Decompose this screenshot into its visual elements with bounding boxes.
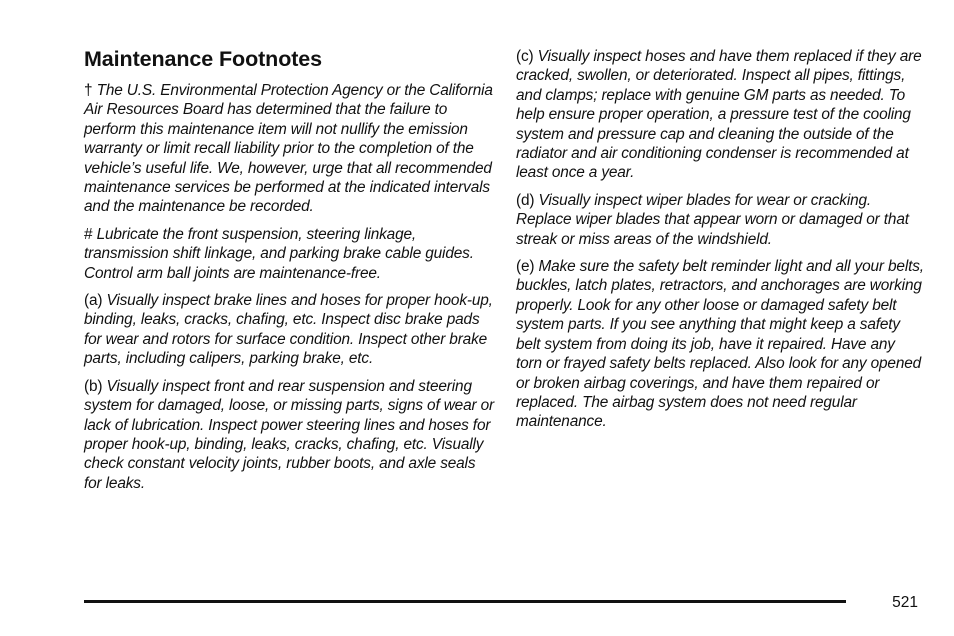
footnote-dagger bbox=[84, 81, 494, 217]
page-number: 521 bbox=[892, 594, 918, 611]
footnote-hash bbox=[84, 225, 494, 283]
footnote-marker: # bbox=[84, 225, 93, 243]
right-column bbox=[516, 47, 924, 440]
footnote-text: Make sure the safety belt reminder light and all your belts, buckles, latch plates, retractors, and anchorages are working properly. Look for any other loose or damaged safety belt system parts. If you see anything that might keep a safety belt system from doing its job, have it repaired. Have any torn or frayed safety belts replaced. Also look for any opened or broken airbag coverings, and have them repaired or replaced. The airbag system does not need regular maintenance. bbox=[516, 258, 924, 431]
footer-rule bbox=[84, 600, 846, 603]
left-column bbox=[84, 46, 494, 501]
footnote-marker: (c) bbox=[516, 48, 534, 65]
footnote-text: The U.S. Environmental Protection Agency or the California Air Resources Board has determined that the failure to perform this maintenance item will not nullify the emission warranty or limit recall liability prior to the completion of the vehicle’s useful life. We, however, urge that all recommended maintenance services be performed at the indicated intervals and the maintenance be recorded. bbox=[84, 82, 493, 216]
footnote-a bbox=[84, 291, 494, 369]
footnote-text: Lubricate the front suspension, steering linkage, transmission shift linkage, and parking brake cable guides. Control arm ball joints are maintenance-free. bbox=[84, 225, 474, 282]
footnote-e bbox=[516, 257, 924, 432]
footnote-text: Visually inspect brake lines and hoses for proper hook-up, binding, leaks, cracks, chafing, etc. Inspect disc brake pads for wear and rotors for surface condition. Inspect other brake parts, including calipers, parking brake, etc. bbox=[84, 292, 493, 368]
footnote-marker: (e) bbox=[516, 258, 535, 276]
footnote-text: Visually inspect hoses and have them replaced if they are cracked, swollen, or deteriorated. Inspect all pipes, fittings, and clamps; replace with genuine GM parts as needed. To help ensure proper operation, a pressure test of the cooling system and pressure cap and cleaning the outside of the radiator and air conditioning condenser is recommended at least once a year. bbox=[516, 48, 922, 182]
footnote-c bbox=[516, 47, 924, 183]
footnote-d bbox=[516, 191, 924, 249]
footnote-marker: (b) bbox=[84, 377, 103, 395]
page-title: Maintenance Footnotes bbox=[84, 47, 323, 71]
footnote-text: Visually inspect wiper blades for wear or cracking. Replace wiper blades that appear worn or damaged or that streak or miss areas of the windshield. bbox=[516, 191, 909, 248]
footnote-text: Visually inspect front and rear suspension and steering system for damaged, loose, or missing parts, signs of wear or lack of lubrication. Inspect power steering lines and hoses for proper hook-up, binding, leaks, cracks, chafing, etc. Visually check constant velocity joints, rubber boots, and axle seals for leaks. bbox=[84, 377, 494, 492]
footnote-marker: † bbox=[84, 82, 93, 99]
footnote-marker: (a) bbox=[84, 292, 103, 310]
footnote-b bbox=[84, 377, 494, 493]
footnote-marker: (d) bbox=[516, 191, 535, 209]
